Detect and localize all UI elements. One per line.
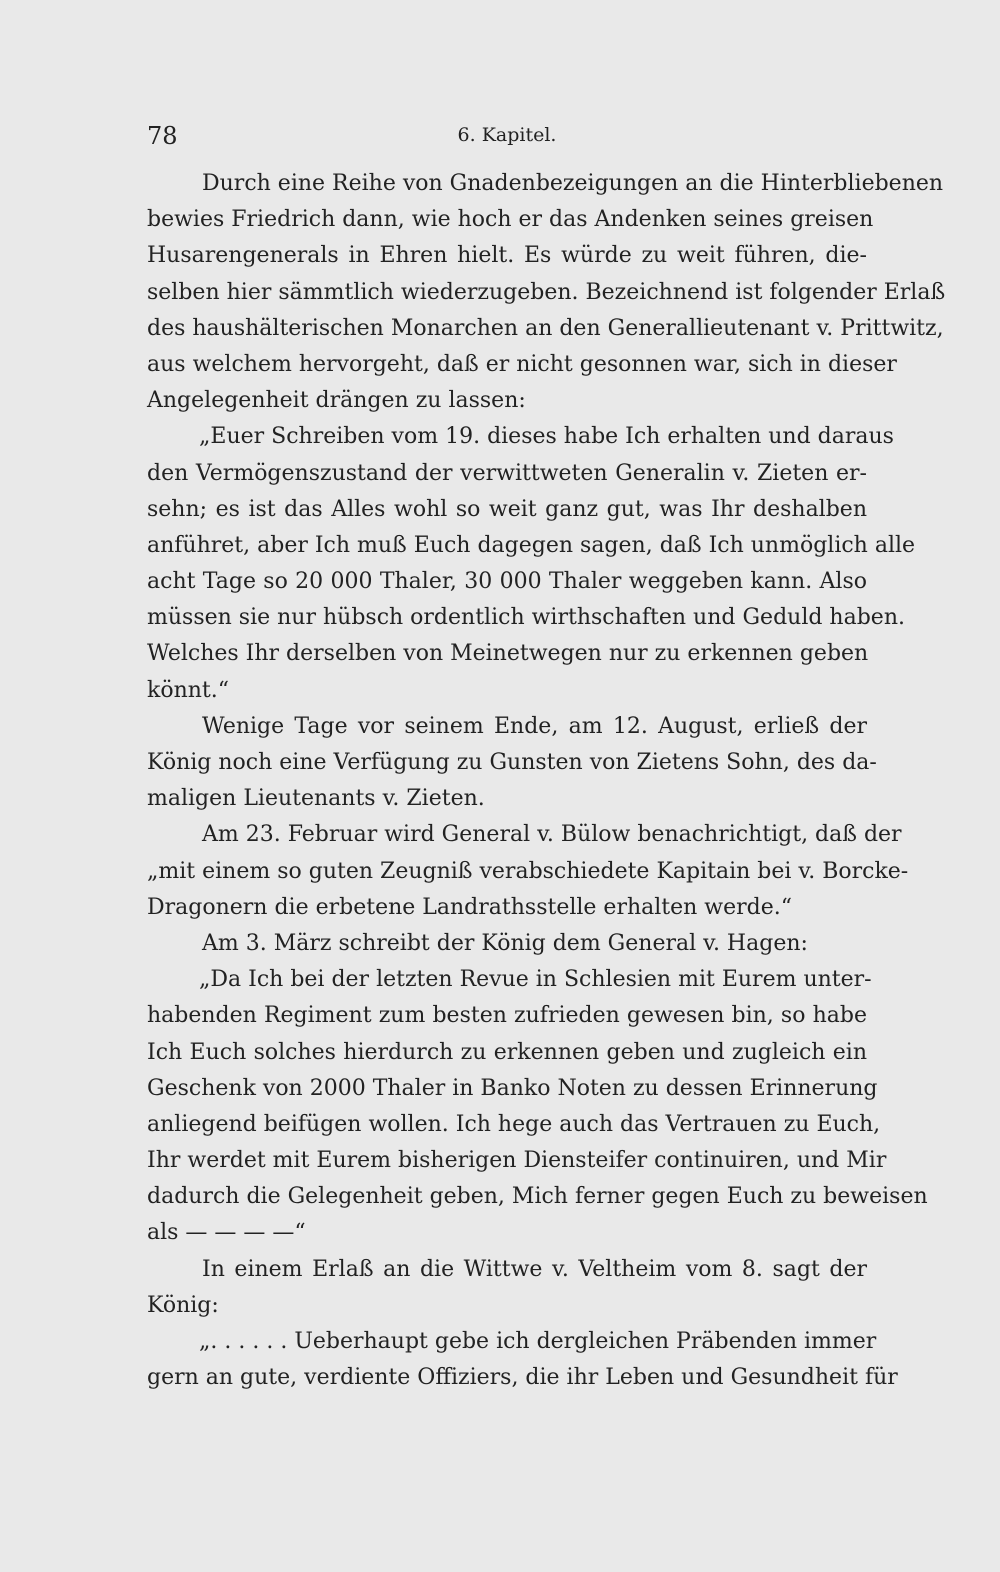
text-line: anliegend beifügen wollen. Ich hege auch das Vertrauen zu Euch, — [147, 1111, 881, 1137]
text-line: Dragonern die erbetene Landrathsstelle erhalten werde.“ — [147, 894, 793, 920]
text-line: könnt.“ — [147, 677, 229, 703]
text-line: Ich Euch solches hierdurch zu erkennen geben und zugleich ein — [147, 1039, 867, 1065]
text-line: selben hier sämmtlich wiederzugeben. Bezeichnend ist folgender Erlaß — [147, 279, 946, 305]
text-line: In einem Erlaß an die Wittwe v. Veltheim vom 8. sagt der — [202, 1256, 867, 1282]
text-line: den Vermögenszustand der verwittweten Generalin v. Zieten er- — [147, 460, 867, 486]
text-line: des haushälterischen Monarchen an den Generallieutenant v. Prittwitz, — [147, 315, 944, 341]
text-line: Ihr werdet mit Eurem bisherigen Diensteifer continuiren, und Mir — [147, 1148, 887, 1174]
text-line: acht Tage so 20 000 Thaler, 30 000 Thaler weggeben kann. Also — [147, 569, 867, 595]
text-line: König: — [147, 1292, 219, 1318]
text-line: König noch eine Verfügung zu Gunsten von Zietens Sohn, des da- — [147, 750, 877, 775]
text-line: „Da Ich bei der letzten Revue in Schlesien mit Eurem unter- — [199, 967, 872, 993]
page-header — [147, 122, 867, 158]
text-line: bewies Friedrich dann, wie hoch er das Andenken seines greisen — [147, 207, 874, 233]
text-line: Husarengenerals in Ehren hielt. Es würde zu weit führen, die- — [147, 243, 867, 269]
text-line: Durch eine Reihe von Gnadenbezeigungen an die Hinterbliebenen — [202, 171, 944, 196]
text-line: sehn; es ist das Alles wohl so weit ganz gut, was Ihr deshalben — [147, 496, 867, 522]
text-line: dadurch die Gelegenheit geben, Mich ferner gegen Euch zu beweisen — [147, 1184, 928, 1210]
text-line: maligen Lieutenants v. Zieten. — [147, 786, 485, 812]
text-line: Am 23. Februar wird General v. Bülow benachrichtigt, daß der — [202, 822, 902, 848]
text-line: Angelegenheit drängen zu lassen: — [147, 388, 526, 414]
text-line: habenden Regiment zum besten zufrieden gewesen bin, so habe — [147, 1003, 867, 1029]
body-text — [147, 166, 946, 1396]
text-line: müssen sie nur hübsch ordentlich wirthschaften und Geduld haben. — [147, 605, 905, 631]
text-line: anführet, aber Ich muß Euch dagegen sagen, daß Ich unmöglich alle — [147, 532, 916, 558]
running-head: 6. Kapitel. — [457, 124, 557, 146]
text-line: Welches Ihr derselben von Meinetwegen nur zu erkennen geben — [147, 641, 869, 667]
text-line: Wenige Tage vor seinem Ende, am 12. August, erließ der — [202, 713, 867, 739]
text-line: Am 3. März schreibt der König dem General v. Hagen: — [202, 930, 808, 956]
text-line: als — — — —“ — [147, 1220, 306, 1246]
page-number: 78 — [147, 122, 178, 150]
text-line: gern an gute, verdiente Offiziers, die ihr Leben und Gesundheit für — [147, 1365, 898, 1391]
text-line: „. . . . . . Ueberhaupt gebe ich dergleichen Präbenden immer — [199, 1329, 877, 1354]
text-line: aus welchem hervorgeht, daß er nicht gesonnen war, sich in dieser — [147, 351, 897, 377]
text-line: „Euer Schreiben vom 19. dieses habe Ich erhalten und daraus — [199, 424, 894, 450]
text-line: „mit einem so guten Zeugniß verabschiedete Kapitain bei v. Borcke- — [147, 858, 909, 884]
text-line: Geschenk von 2000 Thaler in Banko Noten zu dessen Erinnerung — [147, 1075, 878, 1101]
